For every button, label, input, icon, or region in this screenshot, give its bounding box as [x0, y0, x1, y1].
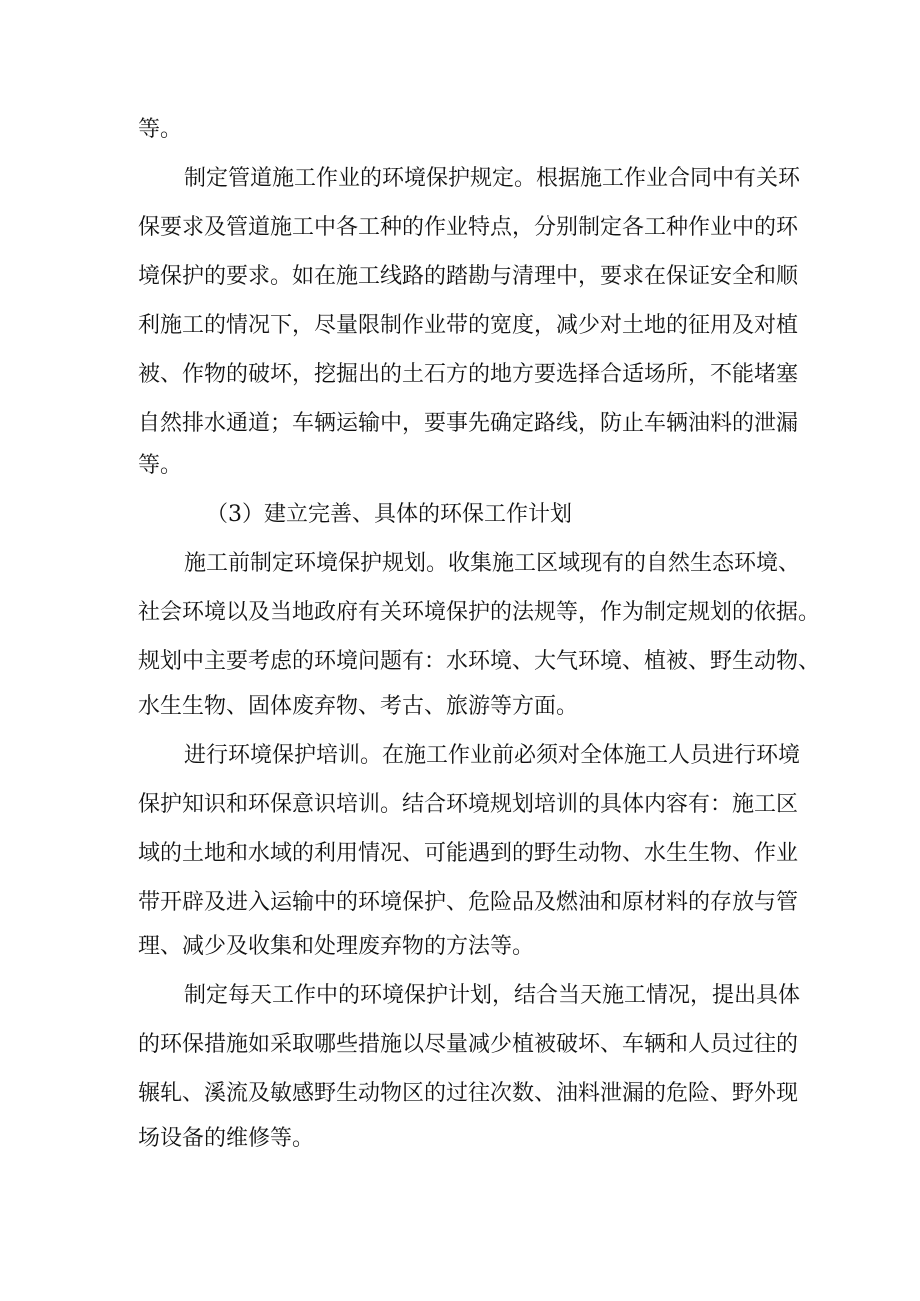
text-line: 进行环境保护培训。在施工作业前必须对全体施工人员进行环境 — [184, 743, 801, 768]
text-line: 境保护的要求。如在施工线路的踏勘与清理中，要求在保证安全和顺 — [138, 264, 799, 289]
text-line: 被、作物的破坏，挖掘出的土石方的地方要选择合适场所，不能堵塞 — [138, 362, 799, 387]
text-line: 等。 — [138, 453, 183, 478]
text-line: 的环保措施如采取哪些措施以尽量减少植被破坏、车辆和人员过往的 — [138, 1032, 799, 1057]
text-line: 自然排水通道；车辆运输中，要事先确定路线，防止车辆油料的泄漏 — [138, 411, 799, 436]
text-line: 保要求及管道施工中各工种的作业特点，分别制定各工种作业中的环 — [138, 215, 799, 240]
text-line: 施工前制定环境保护规划。收集施工区域现有的自然生态环境、 — [184, 551, 801, 576]
text-line: 利施工的情况下，尽量限制作业带的宽度，减少对土地的征用及对植 — [138, 313, 799, 338]
text-line: 场设备的维修等。 — [138, 1126, 315, 1151]
section-heading: （3）建立完善、具体的环保工作计划 — [206, 502, 572, 527]
text-line: 社会环境以及当地政府有关环境保护的法规等，作为制定规划的依据。 — [138, 600, 821, 625]
text-line: 规划中主要考虑的环境问题有：水环境、大气环境、植被、野生动物、 — [138, 649, 821, 674]
text-line: 保护知识和环保意识培训。结合环境规划培训的具体内容有：施工区 — [138, 792, 799, 817]
text-line: 辗轧、溪流及敏感野生动物区的过往次数、油料泄漏的危险、野外现 — [138, 1081, 799, 1106]
text-line: 制定管道施工作业的环境保护规定。根据施工作业合同中有关环 — [184, 166, 801, 191]
text-line: 域的土地和水域的利用情况、可能遇到的野生动物、水生生物、作业 — [138, 841, 799, 866]
text-line: 制定每天工作中的环境保护计划，结合当天施工情况，提出具体 — [184, 983, 801, 1008]
text-line: 水生生物、固体废弃物、考古、旅游等方面。 — [138, 694, 579, 719]
text-line: 带开辟及进入运输中的环境保护、危险品及燃油和原材料的存放与管 — [138, 890, 799, 915]
text-line: 等。 — [138, 117, 183, 142]
text-line: 理、减少及收集和处理废弃物的方法等。 — [138, 934, 535, 959]
